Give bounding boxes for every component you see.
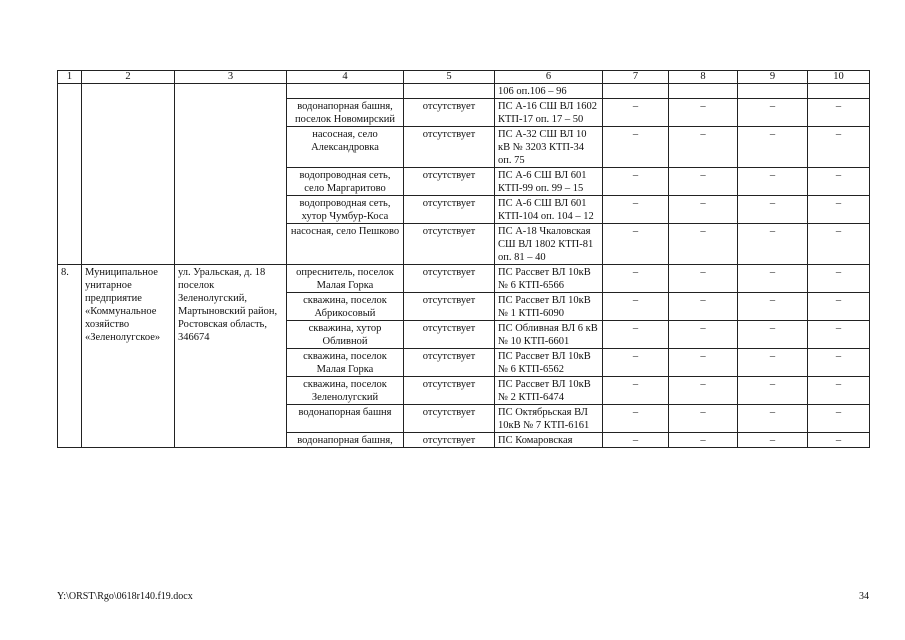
object-cell: водонапорная башня, поселок Новомирский [287,99,404,127]
column-number: 7 [603,71,669,84]
source-cell: ПС А-6 СШ ВЛ 601 КТП-99 оп. 99 – 15 [495,168,603,196]
table-row: водопроводная сеть, хутор Чумбур-Коса отсутствует ПС А-6 СШ ВЛ 601 КТП-104 оп. 104 – 12 – – – – [58,196,870,224]
column-number: 6 [495,71,603,84]
table-row: 8. Муниципальное унитарное предприятие «Коммунальное хозяйство «Зеленолугское» ул. Уральская, д. 18 поселок Зеленолугский, Мартыновский район, Ростовская область, 346674 опреснитель, поселок Малая Горка отсутствует ПС Рассвет ВЛ 10кВ № 6 КТП-6566 – – – – [58,265,870,293]
object-cell: насосная, село Пешково [287,224,404,265]
org-cell: Муниципальное унитарное предприятие «Коммунальное хозяйство «Зеленолугское» [82,265,175,448]
source-cell: ПС Рассвет ВЛ 10кВ № 6 КТП-6562 [495,349,603,377]
column-number: 4 [287,71,404,84]
status-cell: отсутствует [404,293,495,321]
column-number: 5 [404,71,495,84]
object-cell: скважина, хутор Обливной [287,321,404,349]
table-row: водонапорная башня, отсутствует ПС Комаровская – – – – [58,433,870,448]
column-number: 10 [808,71,870,84]
status-cell [404,84,495,99]
status-cell: отсутствует [404,349,495,377]
org-cell [82,84,175,265]
object-cell: опреснитель, поселок Малая Горка [287,265,404,293]
column-number: 2 [82,71,175,84]
object-cell: водонапорная башня [287,405,404,433]
object-cell: водопроводная сеть, село Маргаритово [287,168,404,196]
source-cell: 106 оп.106 – 96 [495,84,603,99]
source-cell: ПС А-32 СШ ВЛ 10 кВ № 3203 КТП-34 оп. 75 [495,127,603,168]
footer-file-path: Y:\ORST\Rgo\0618r140.f19.docx [57,591,193,602]
status-cell: отсутствует [404,321,495,349]
object-cell: скважина, поселок Малая Горка [287,349,404,377]
column-number: 8 [669,71,738,84]
source-cell: ПС Рассвет ВЛ 10кВ № 6 КТП-6566 [495,265,603,293]
table-row: водонапорная башня, поселок Новомирский отсутствует ПС А-16 СШ ВЛ 1602 КТП-17 оп. 17 – 50 – – – – [58,99,870,127]
document-table [57,70,870,448]
object-cell: насосная, село Александровка [287,127,404,168]
source-cell: ПС А-18 Чкаловская СШ ВЛ 1802 КТП-81 оп. 81 – 40 [495,224,603,265]
table-row: водопроводная сеть, село Маргаритово отсутствует ПС А-6 СШ ВЛ 601 КТП-99 оп. 99 – 15 – – – – [58,168,870,196]
table-row: насосная, село Александровка отсутствует ПС А-32 СШ ВЛ 10 кВ № 3203 КТП-34 оп. 75 – – – – [58,127,870,168]
object-cell: скважина, поселок Абрикосовый [287,293,404,321]
column-number: 1 [58,71,82,84]
table-row: водонапорная башня отсутствует ПС Октябрьская ВЛ 10кВ № 7 КТП-6161 – – – – [58,405,870,433]
column-number-row [58,71,870,84]
status-cell: отсутствует [404,224,495,265]
source-cell: ПС Обливная ВЛ 6 кВ № 10 КТП-6601 [495,321,603,349]
source-cell: ПС Рассвет ВЛ 10кВ № 1 КТП-6090 [495,293,603,321]
num-cell: 8. [58,265,82,448]
address-cell [175,84,287,265]
source-cell: ПС А-16 СШ ВЛ 1602 КТП-17 оп. 17 – 50 [495,99,603,127]
source-cell: ПС Октябрьская ВЛ 10кВ № 7 КТП-6161 [495,405,603,433]
status-cell: отсутствует [404,127,495,168]
table-row: скважина, поселок Зеленолугский отсутствует ПС Рассвет ВЛ 10кВ № 2 КТП-6474 – – – – [58,377,870,405]
table-row: насосная, село Пешково отсутствует ПС А-18 Чкаловская СШ ВЛ 1802 КТП-81 оп. 81 – 40 – – – – [58,224,870,265]
page-number: 34 [859,591,869,602]
status-cell: отсутствует [404,405,495,433]
status-cell: отсутствует [404,168,495,196]
num-cell [58,84,82,265]
table-row [58,84,870,99]
column-number: 9 [738,71,808,84]
object-cell: скважина, поселок Зеленолугский [287,377,404,405]
status-cell: отсутствует [404,433,495,448]
object-cell: водонапорная башня, [287,433,404,448]
object-cell: водопроводная сеть, хутор Чумбур-Коса [287,196,404,224]
status-cell: отсутствует [404,196,495,224]
status-cell: отсутствует [404,377,495,405]
source-cell: ПС А-6 СШ ВЛ 601 КТП-104 оп. 104 – 12 [495,196,603,224]
status-cell: отсутствует [404,265,495,293]
table-row: скважина, поселок Малая Горка отсутствует ПС Рассвет ВЛ 10кВ № 6 КТП-6562 – – – – [58,349,870,377]
object-cell [287,84,404,99]
source-cell: ПС Комаровская [495,433,603,448]
table-row: скважина, поселок Абрикосовый отсутствует ПС Рассвет ВЛ 10кВ № 1 КТП-6090 – – – – [58,293,870,321]
table-row: скважина, хутор Обливной отсутствует ПС Обливная ВЛ 6 кВ № 10 КТП-6601 – – – – [58,321,870,349]
source-cell: ПС Рассвет ВЛ 10кВ № 2 КТП-6474 [495,377,603,405]
address-cell: ул. Уральская, д. 18 поселок Зеленолугский, Мартыновский район, Ростовская область, 346674 [175,265,287,448]
column-number: 3 [175,71,287,84]
status-cell: отсутствует [404,99,495,127]
